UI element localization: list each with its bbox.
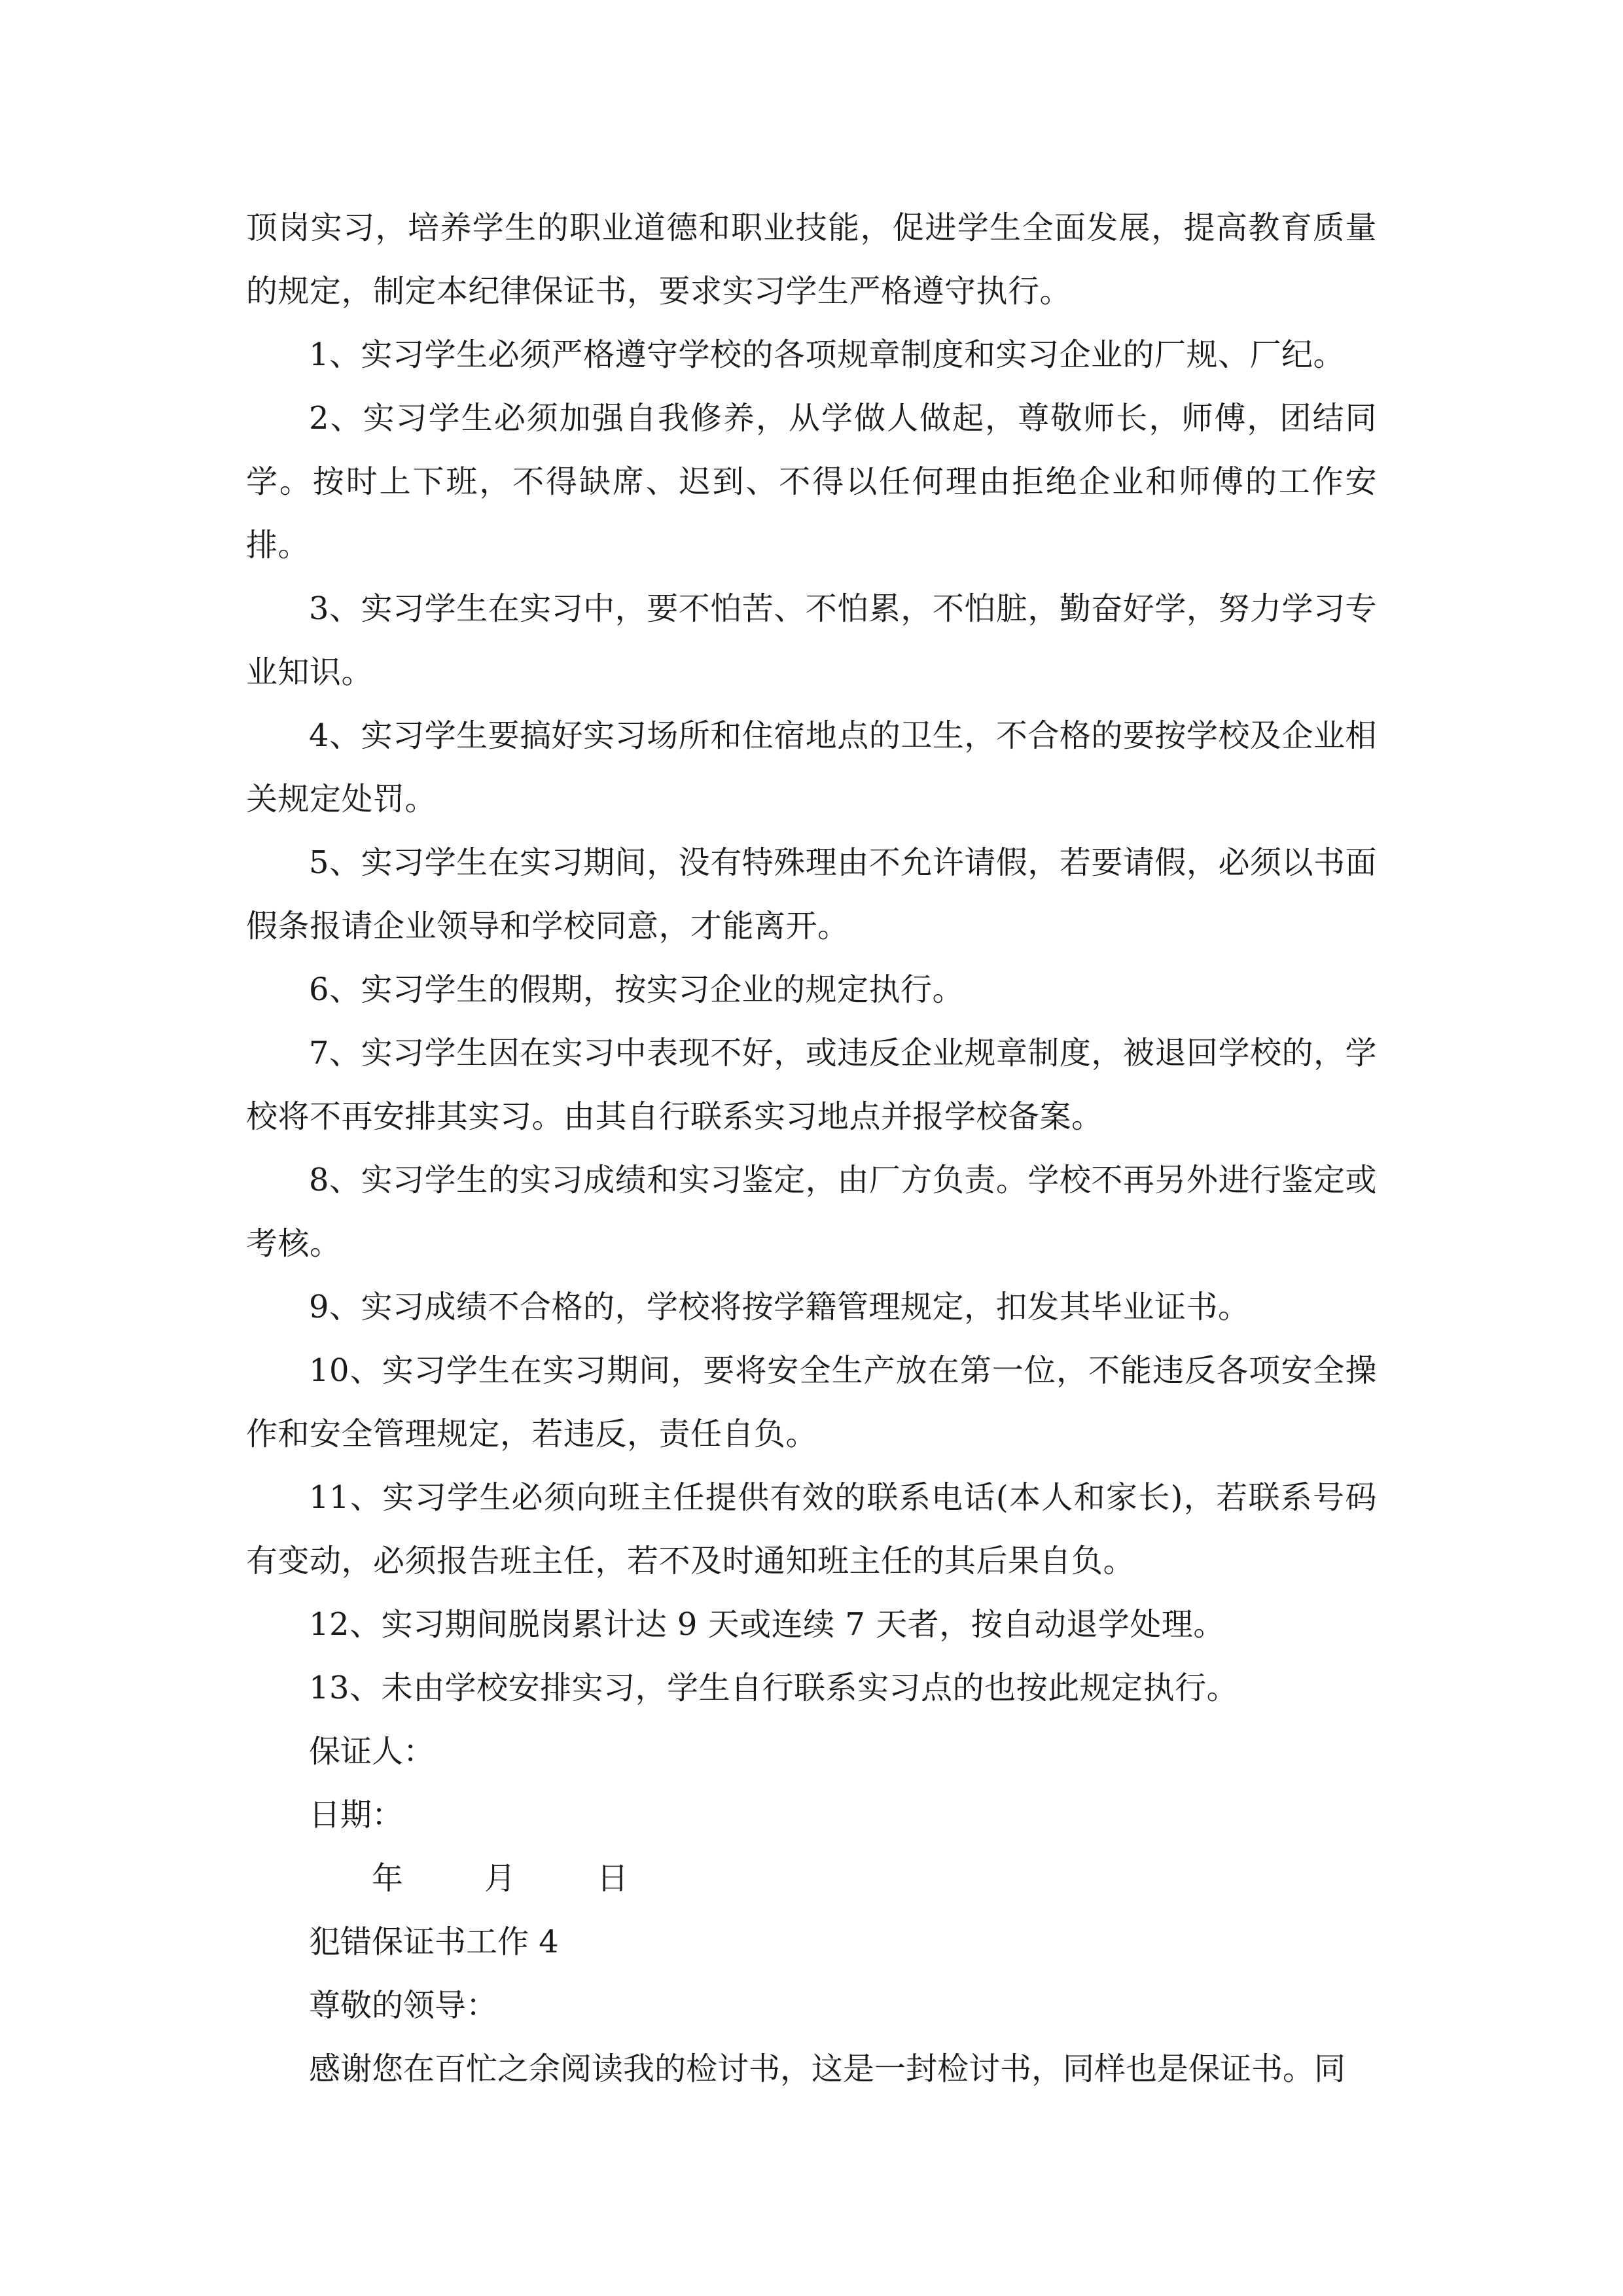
guarantor-label: 保证人：: [309, 1733, 435, 1770]
date-month-label: 月: [484, 1860, 516, 1897]
date-year-label: 年: [372, 1860, 404, 1897]
rule-8: 8、实习学生的实习成绩和实习鉴定，由厂方负责。学校不再另外进行鉴定或考核。: [246, 1162, 1377, 1262]
rule-12: 12、实习期间脱岗累计达 9 天或连续 7 天者，按自动退学处理。: [309, 1606, 1225, 1643]
rule-3: 3、实习学生在实习中，要不怕苦、不怕累，不怕脏，勤奋好学，努力学习专业知识。: [246, 590, 1377, 691]
closing-paragraph: 感谢您在百忙之余阅读我的检讨书，这是一封检讨书，同样也是保证书。同: [309, 2051, 1346, 2087]
rule-1: 1、实习学生必须严格遵守学校的各项规章制度和实习企业的厂规、厂纪。: [309, 336, 1346, 373]
document-body: [246, 196, 1377, 2101]
rule-6: 6、实习学生的假期，按实习企业的规定执行。: [309, 971, 965, 1008]
date-day-label: 日: [597, 1860, 629, 1897]
rule-2: 2、实习学生必须加强自我修养，从学做人做起，尊敬师长，师傅，团结同学。按时上下班，不得缺席、迟到、不得以任何理由拒绝企业和师傅的工作安排。: [246, 400, 1377, 564]
section-title: 犯错保证书工作 4: [309, 1924, 559, 1960]
salutation: 尊敬的领导：: [309, 1987, 498, 2024]
intro-paragraph: 顶岗实习，培养学生的职业道德和职业技能，促进学生全面发展，提高教育质量的规定，制定本纪律保证书，要求实习学生严格遵守执行。: [246, 209, 1377, 310]
rule-5: 5、实习学生在实习期间，没有特殊理由不允许请假，若要请假，必须以书面假条报请企业领导和学校同意，才能离开。: [246, 844, 1377, 944]
date-label: 日期：: [309, 1797, 404, 1833]
rule-13: 13、未由学校安排实习，学生自行联系实习点的也按此规定执行。: [309, 1670, 1239, 1706]
date-fields: [246, 1847, 1377, 1910]
rule-4: 4、实习学生要搞好实习场所和住宿地点的卫生，不合格的要按学校及企业相关规定处罚。: [246, 717, 1377, 817]
rule-7: 7、实习学生因在实习中表现不好，或违反企业规章制度，被退回学校的，学校将不再安排其实习。由其自行联系实习地点并报学校备案。: [246, 1035, 1377, 1135]
rule-10: 10、实习学生在实习期间，要将安全生产放在第一位，不能违反各项安全操作和安全管理规定，若违反，责任自负。: [246, 1352, 1377, 1452]
rule-11: 11、实习学生必须向班主任提供有效的联系电话(本人和家长)，若联系号码有变动，必须报告班主任，若不及时通知班主任的其后果自负。: [246, 1479, 1377, 1579]
rule-9: 9、实习成绩不合格的，学校将按学籍管理规定，扣发其毕业证书。: [309, 1289, 1250, 1325]
